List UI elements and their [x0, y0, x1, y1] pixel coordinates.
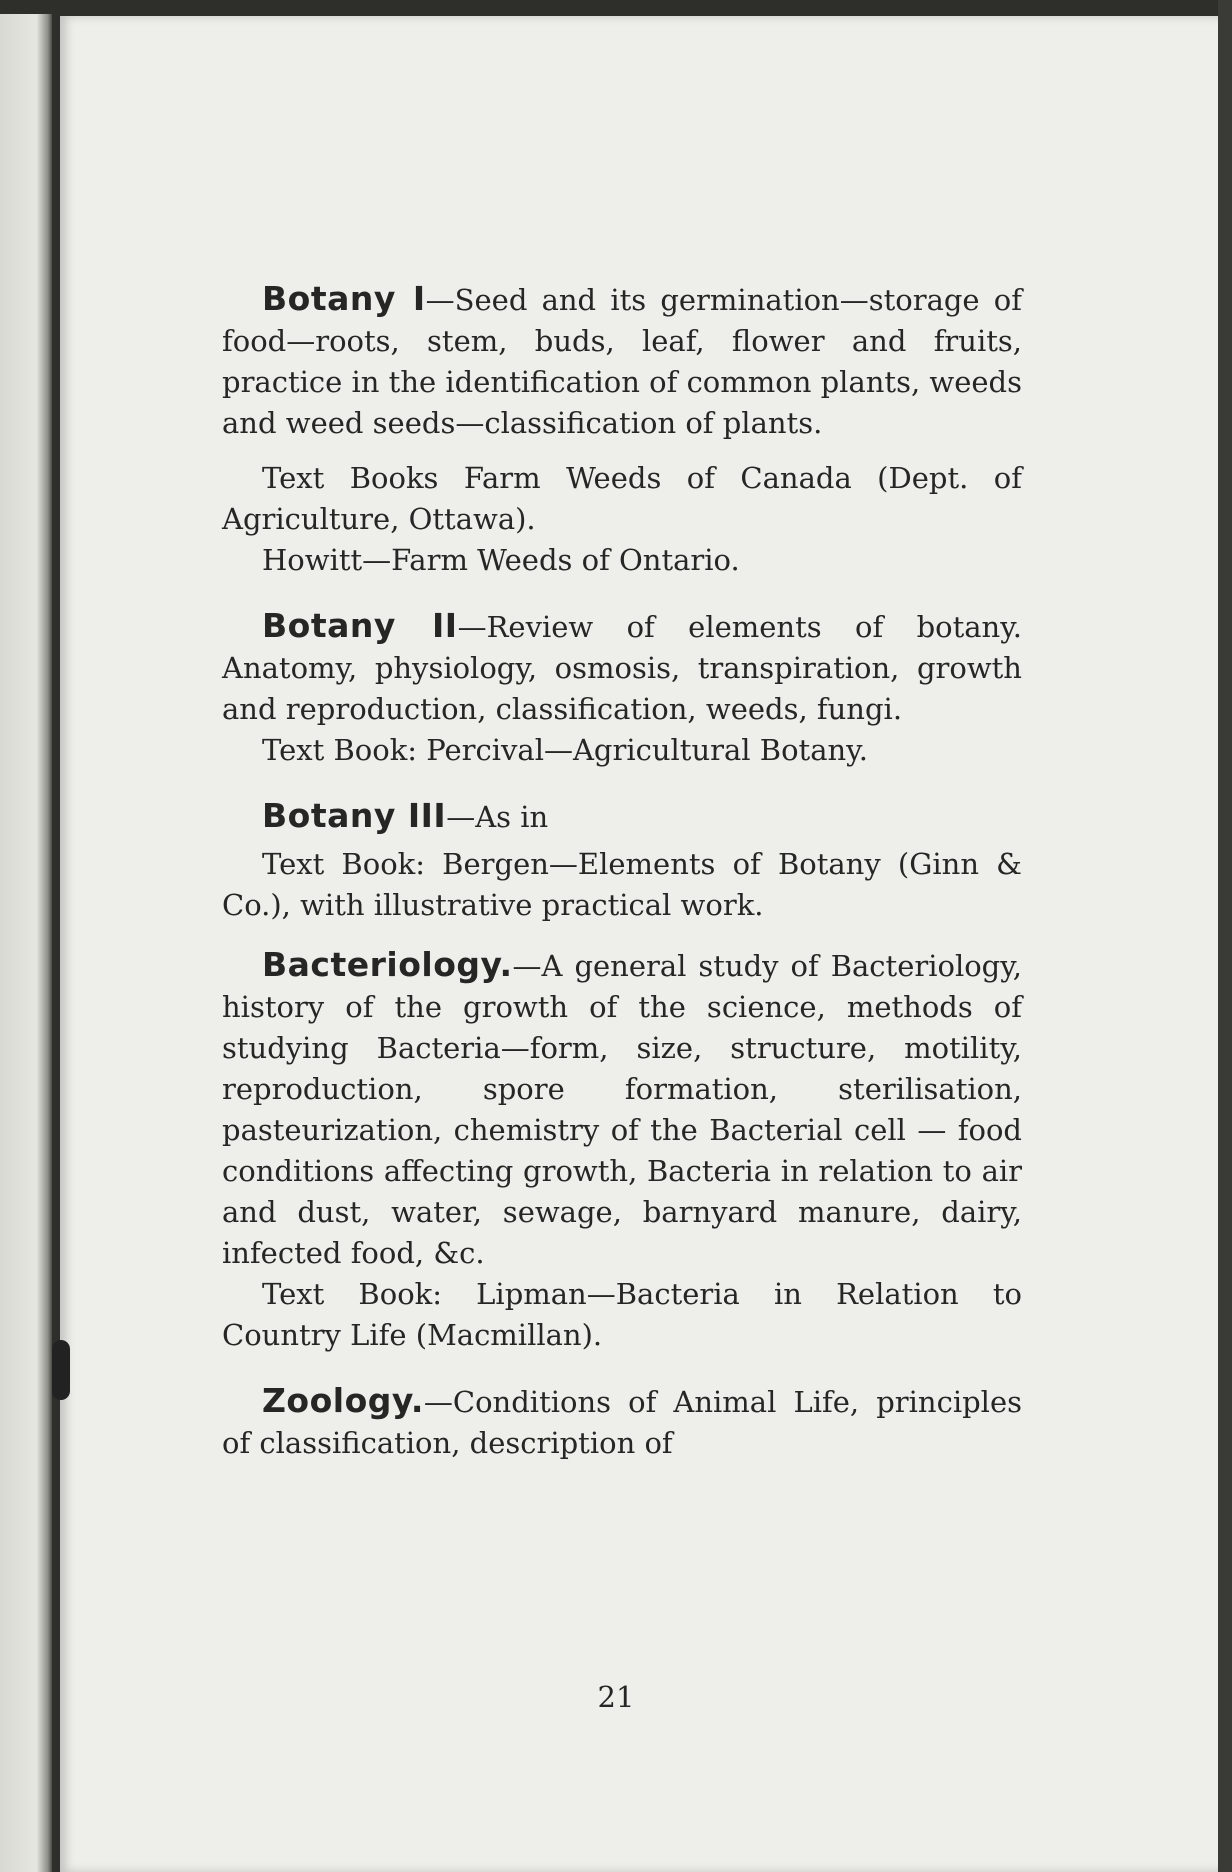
textbook-line: Howitt—Farm Weeds of Ontario. — [262, 543, 740, 577]
section-paragraph — [222, 605, 1022, 730]
page-number: 21 — [597, 1680, 635, 1714]
section-body: —Conditions of Animal Life, principles of classification, description of — [222, 1385, 1022, 1460]
textbook-line: Text Books Farm Weeds of Canada (Dept. of Agriculture, Ottawa). — [222, 461, 1022, 536]
section-zoology — [222, 1380, 1022, 1464]
page-content — [222, 278, 1022, 1488]
section-botany-1 — [222, 278, 1022, 581]
section-heading: Botany III — [262, 796, 447, 835]
section-body: —Review of elements of botany. Anatomy, physiology, osmosis, transpiration, growth and reproduction, classification, weeds, fungi. — [222, 610, 1022, 726]
section-paragraph — [222, 278, 1022, 444]
scan-right-edge — [1218, 0, 1232, 1872]
textbook-line: Text Book: Lipman—Bacteria in Relation to Country Life (Macmillan). — [222, 1277, 1022, 1352]
section-paragraph — [222, 944, 1022, 1274]
section-bacteriology — [222, 944, 1022, 1356]
section-heading: Botany I — [262, 279, 426, 318]
binding-mark — [52, 1340, 70, 1400]
section-botany-3 — [222, 795, 1022, 926]
section-body: —Seed and its germination—storage of food—roots, stem, buds, leaf, flower and fruits, practice in the identification of common plants, weeds and weed seeds—classification of plants. — [222, 283, 1022, 440]
textbook-line: Text Book: Bergen—Elements of Botany (Ginn & Co.), with illustrative practical work. — [222, 847, 1022, 922]
section-heading: Botany II — [262, 606, 458, 645]
section-heading: Bacteriology. — [262, 945, 513, 984]
section-body: —A general study of Bacteriology, history of the growth of the science, methods of studying Bacteria—form, size, structure, motility, reproduction, spore formation, sterilisation, pasteurization, chemistry of the Bacterial cell — food conditions affecting growth, Bacteria in relation to air and dust, water, sewage, barnyard manure, dairy, infected food, &c. — [222, 949, 1022, 1270]
section-paragraph — [222, 795, 1022, 838]
textbook-line: Text Book: Percival—Agricultural Botany. — [262, 733, 868, 767]
facing-page-edge — [0, 14, 52, 1872]
section-heading: Zoology. — [262, 1381, 424, 1420]
section-paragraph — [222, 1380, 1022, 1464]
section-botany-2 — [222, 605, 1022, 771]
section-body: —As in — [446, 800, 549, 834]
